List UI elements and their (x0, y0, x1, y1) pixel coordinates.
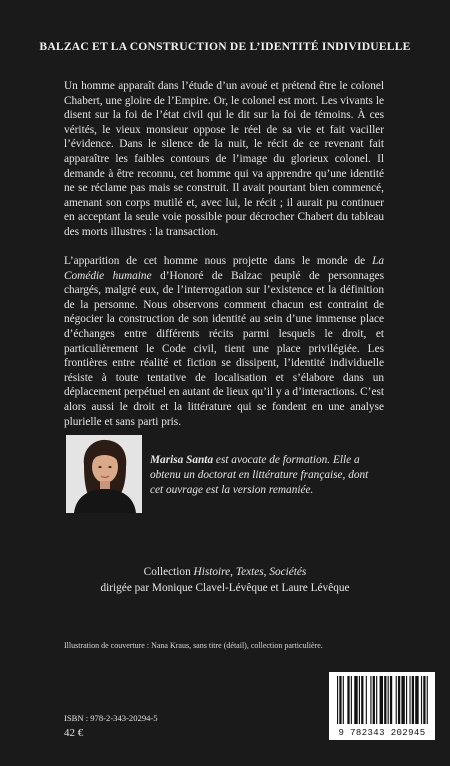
collection-prefix: Collection (143, 566, 194, 578)
barcode-bars-icon (329, 672, 435, 728)
barcode-number: 9 782343 202945 (338, 728, 426, 738)
barcode-bar (343, 676, 344, 724)
barcode-bar (401, 676, 404, 724)
barcode-bar (380, 676, 383, 724)
barcode-bar (409, 676, 410, 724)
isbn: ISBN : 978-2-343-20294-5 (64, 713, 158, 723)
paragraph-2-start: L’apparition de cet homme nous projette dans le monde de (64, 255, 373, 267)
collection-line (0, 565, 450, 581)
barcode-bar (373, 676, 375, 724)
barcode-bar (388, 676, 389, 724)
collection-separator: , (263, 566, 270, 578)
barcode-bar (421, 676, 422, 724)
book-title: BALZAC ET LA CONSTRUCTION DE L’IDENTITÉ INDIVIDUELLE (39, 40, 411, 53)
author-bio (150, 453, 384, 498)
barcode-bar (339, 676, 341, 724)
barcode-bar (351, 676, 352, 724)
paragraph-2-rest: d’Honoré de Balzac peuplé de personnages chargés, malgré eux, de l’interrogation sur l’existence et la définition de la personne. Nous observons comment chacun est contraint de négocier la construction de son identité au sein d’une immense place d’échanges entre différents récits parmi lesquels le droit, et particulièrement le Code civil, tient une place privilégiée. Les frontières entre réalité et fiction se dissipent, l’identité individuelle résiste à toute tentative de localisation et s’élabore dans un déplacement perpétuel en autant de lieux qu’il y a d’interactions. C’est alors aussi le droit et la littérature qui se fondent en une analyse plurielle et sans parti pris. (64, 269, 385, 428)
collection-name-1: Histoire (193, 566, 231, 578)
barcode-bar (423, 676, 425, 724)
collection-separator: , (230, 566, 236, 578)
barcode-bar (347, 676, 349, 724)
barcode-bar (370, 676, 371, 724)
author-name: Marisa Santa (150, 454, 214, 466)
collection-directors: dirigée par Monique Clavel-Lévêque et Laure Lévêque (100, 581, 350, 594)
barcode-bar (396, 676, 397, 724)
barcode-bar (376, 676, 377, 724)
barcode-bar (412, 676, 414, 724)
summary-paragraph-1: Un homme apparaît dans l’étude d’un avoué et prétend être le colonel Chabert, une gloire de l’Empire. Or, le colonel est mort. Les vivants le disent sur la foi de l’état civil qui le dit sur la foi de témoins. À ces vérités, le vieux monsieur oppose le réel de sa vie et fait vaciller l’évidence. Dans le silence de la nuit, le récit de ce revenant fait apparaître les faibles contours de l’image du glorieux colonel. Il demande à être reconnu, cet homme qui va apprendre qu’une identité ne se réclame pas mais se construit. Il avait pourtant bien commencé, amenant son corps mutilé et, avec lui, le récit ; il aurait pu continuer en acceptant la seule voie possible pour décrocher Chabert du tableau des morts illustres : la transaction. (64, 80, 384, 238)
barcode-bar (390, 676, 392, 724)
collection-name-3: Sociétés (269, 566, 307, 578)
cover-credit: Illustration de couverture : Nana Kraus, sans titre (détail), collection particulière. (64, 641, 323, 650)
summary-paragraph-2 (64, 254, 384, 429)
author-portrait-image (66, 435, 142, 513)
price: 42 € (64, 727, 84, 739)
author-bio-text: est avocate de formation. Elle a obtenu un doctorat en littérature française, dont cet ouvrage est la version remaniée. (150, 454, 369, 496)
author-photo (66, 435, 142, 513)
barcode-bar (384, 676, 386, 724)
barcode-bar (406, 676, 407, 724)
barcode-bar (361, 676, 363, 724)
barcode (329, 672, 435, 740)
collection-name-2: Textes (235, 566, 264, 578)
work-title-italic: La Comédie humaine (64, 255, 384, 282)
barcode-bar (415, 676, 418, 724)
barcode-bar (337, 676, 338, 724)
barcode-bar (398, 676, 400, 724)
barcode-bar (427, 676, 428, 724)
collection-info (0, 565, 450, 596)
barcode-bar (366, 676, 367, 724)
barcode-bar (359, 676, 360, 724)
barcode-bar (354, 676, 357, 724)
